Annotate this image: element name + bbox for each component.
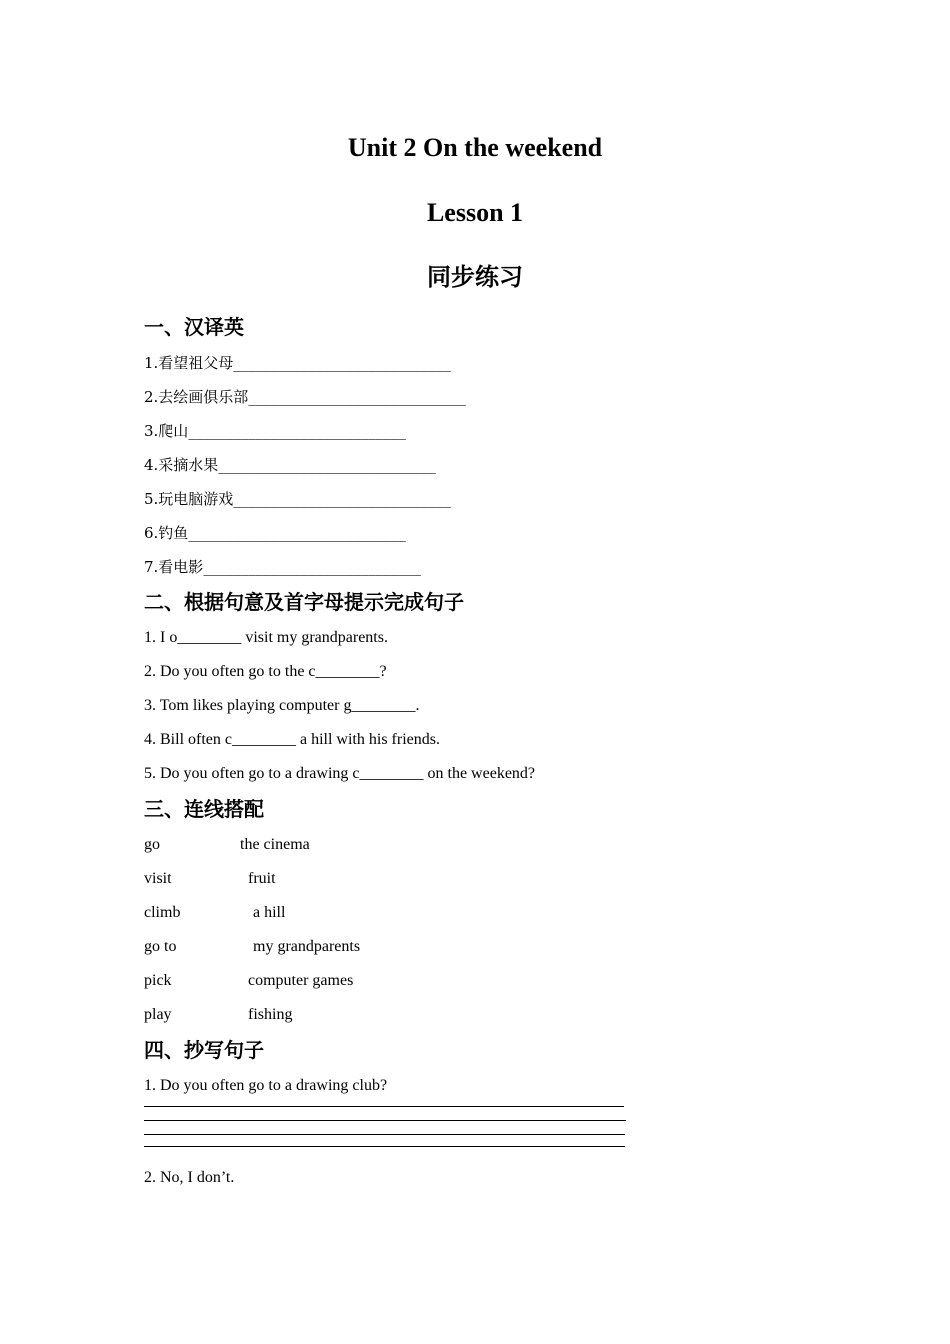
sentence-item: 1. I o________ visit my grandparents.	[144, 629, 388, 646]
translation-item-text: 2.去绘画俱乐部	[144, 388, 249, 406]
translation-item-text: 4.采摘水果	[144, 456, 219, 474]
translation-item-text: 3.爬山	[144, 422, 189, 440]
match-left-item: pick	[144, 972, 172, 989]
writing-line	[144, 1134, 625, 1135]
match-right-item: fruit	[248, 870, 276, 887]
translation-item	[144, 387, 466, 407]
answer-blank: _____________________________	[218, 456, 436, 474]
match-right-item: computer games	[248, 972, 354, 989]
match-left-item: visit	[144, 870, 172, 887]
section-1-heading: 一、汉译英	[144, 315, 244, 339]
writing-line	[144, 1106, 624, 1107]
answer-blank: _____________________________	[248, 388, 466, 406]
match-left-item: go	[144, 836, 160, 853]
copy-sentence: 2. No, I don’t.	[144, 1169, 235, 1186]
writing-line	[144, 1146, 625, 1147]
sentence-item: 5. Do you often go to a drawing c________ on the weekend?	[144, 765, 536, 782]
match-right-item: a hill	[253, 904, 286, 921]
section-2-heading: 二、根据句意及首字母提示完成句子	[144, 590, 464, 614]
match-right-item: the cinema	[240, 836, 310, 853]
answer-blank: _____________________________	[233, 354, 451, 372]
translation-item-text: 7.看电影	[144, 558, 204, 576]
translation-item	[144, 523, 406, 543]
translation-item-text: 6.钓鱼	[144, 524, 189, 542]
answer-blank: _____________________________	[188, 422, 406, 440]
match-left-item: play	[144, 1006, 172, 1023]
translation-item-text: 1.看望祖父母	[144, 354, 234, 372]
exercise-title: 同步练习	[427, 263, 523, 291]
sentence-item: 4. Bill often c________ a hill with his friends.	[144, 731, 440, 748]
lesson-title: Lesson 1	[426, 198, 524, 227]
section-3-heading: 三、连线搭配	[144, 797, 264, 821]
answer-blank: _____________________________	[233, 490, 451, 508]
answer-blank: _____________________________	[188, 524, 406, 542]
translation-item	[144, 489, 451, 509]
sentence-item: 3. Tom likes playing computer g________.	[144, 697, 420, 714]
writing-line	[144, 1120, 626, 1121]
translation-item	[144, 455, 436, 475]
translation-item	[144, 557, 421, 577]
unit-title: Unit 2 On the weekend	[347, 133, 603, 162]
match-right-item: my grandparents	[253, 938, 361, 955]
translation-item	[144, 353, 451, 373]
match-left-item: go to	[144, 938, 177, 955]
match-right-item: fishing	[248, 1006, 293, 1023]
match-left-item: climb	[144, 904, 181, 921]
answer-blank: _____________________________	[203, 558, 421, 576]
section-4-heading: 四、抄写句子	[144, 1038, 264, 1062]
translation-item-text: 5.玩电脑游戏	[144, 490, 234, 508]
copy-sentence: 1. Do you often go to a drawing club?	[144, 1077, 388, 1094]
translation-item	[144, 421, 406, 441]
sentence-item: 2. Do you often go to the c________?	[144, 663, 387, 680]
